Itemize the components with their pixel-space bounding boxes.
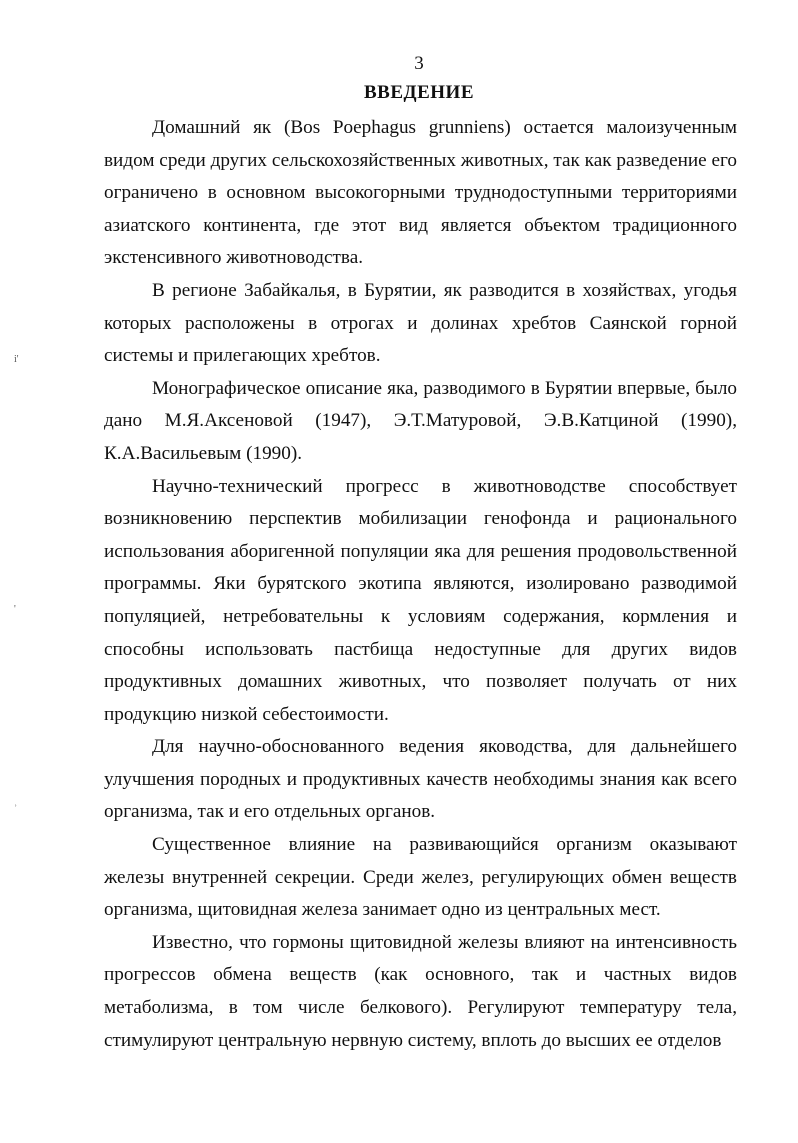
margin-mark: ʾ (14, 804, 18, 815)
paragraph-breeding: Для научно-обоснованного ведения яководства, для дальнейшего улучшения породных и продуктивных качеств необходимы знания как всего организма, так и его отдельных органов. (104, 736, 737, 823)
margin-mark: i' (14, 354, 19, 365)
paragraph-glands: Существенное влияние на развивающийся организм оказывают железы внутренней секреции. Среди желез, регулирующих обмен веществ организма, щитовидная железа занимает одно из центральных мест. (104, 834, 737, 921)
paragraph-monograph: Монографическое описание яка, разводимого в Бурятии впервые, было дано М.Я.Аксеновой (1947), Э.Т.Матуровой, Э.В.Катциной (1990), К.А.Васильевым (1990). (104, 377, 737, 464)
page-number: 3 (414, 53, 424, 74)
paragraph-thyroid: Известно, что гормоны щитовидной железы влияют на интенсивность прогрессов обмена веществ (как основного, так и частных видов метаболизма, в том числе белкового). Регулируют температуру тела, стимулируют центральную нервную систему, вплоть до высших ее отделов (104, 931, 737, 1051)
margin-mark: ' (14, 604, 16, 615)
paragraph-region: В регионе Забайкалья, в Бурятии, як разводится в хозяйствах, угодья которых расположены в отрогах и долинах хребтов Саянской горной системы и прилегающих хребтов. (104, 279, 737, 367)
body-text (104, 112, 737, 1057)
section-heading: ВВЕДЕНИЕ (364, 82, 474, 103)
paragraph-intro: Домашний як (Bos Poephagus grunniens) остается малоизученным видом среди других сельскохозяйственных животных, так как разведение его ограничено в основном высокогорными труднодоступными территориями азиатского континента, где этот вид является объектом традиционного экстенсивного животноводства. (104, 117, 737, 269)
paragraph-progress: Научно-технический прогресс в животноводстве способствует возникновению перспектив мобилизации генофонда и рационального использования аборигенной популяции яка для решения продовольственной программы. Яки бурятского экотипа являются, изолировано разводимой популяцией, нетребовательны к условиям содержания, кормления и способны использовать пастбища недоступные для других видов продуктивных домашних животных, что позволяет получать от них продукцию низкой себестоимости. (104, 475, 737, 725)
